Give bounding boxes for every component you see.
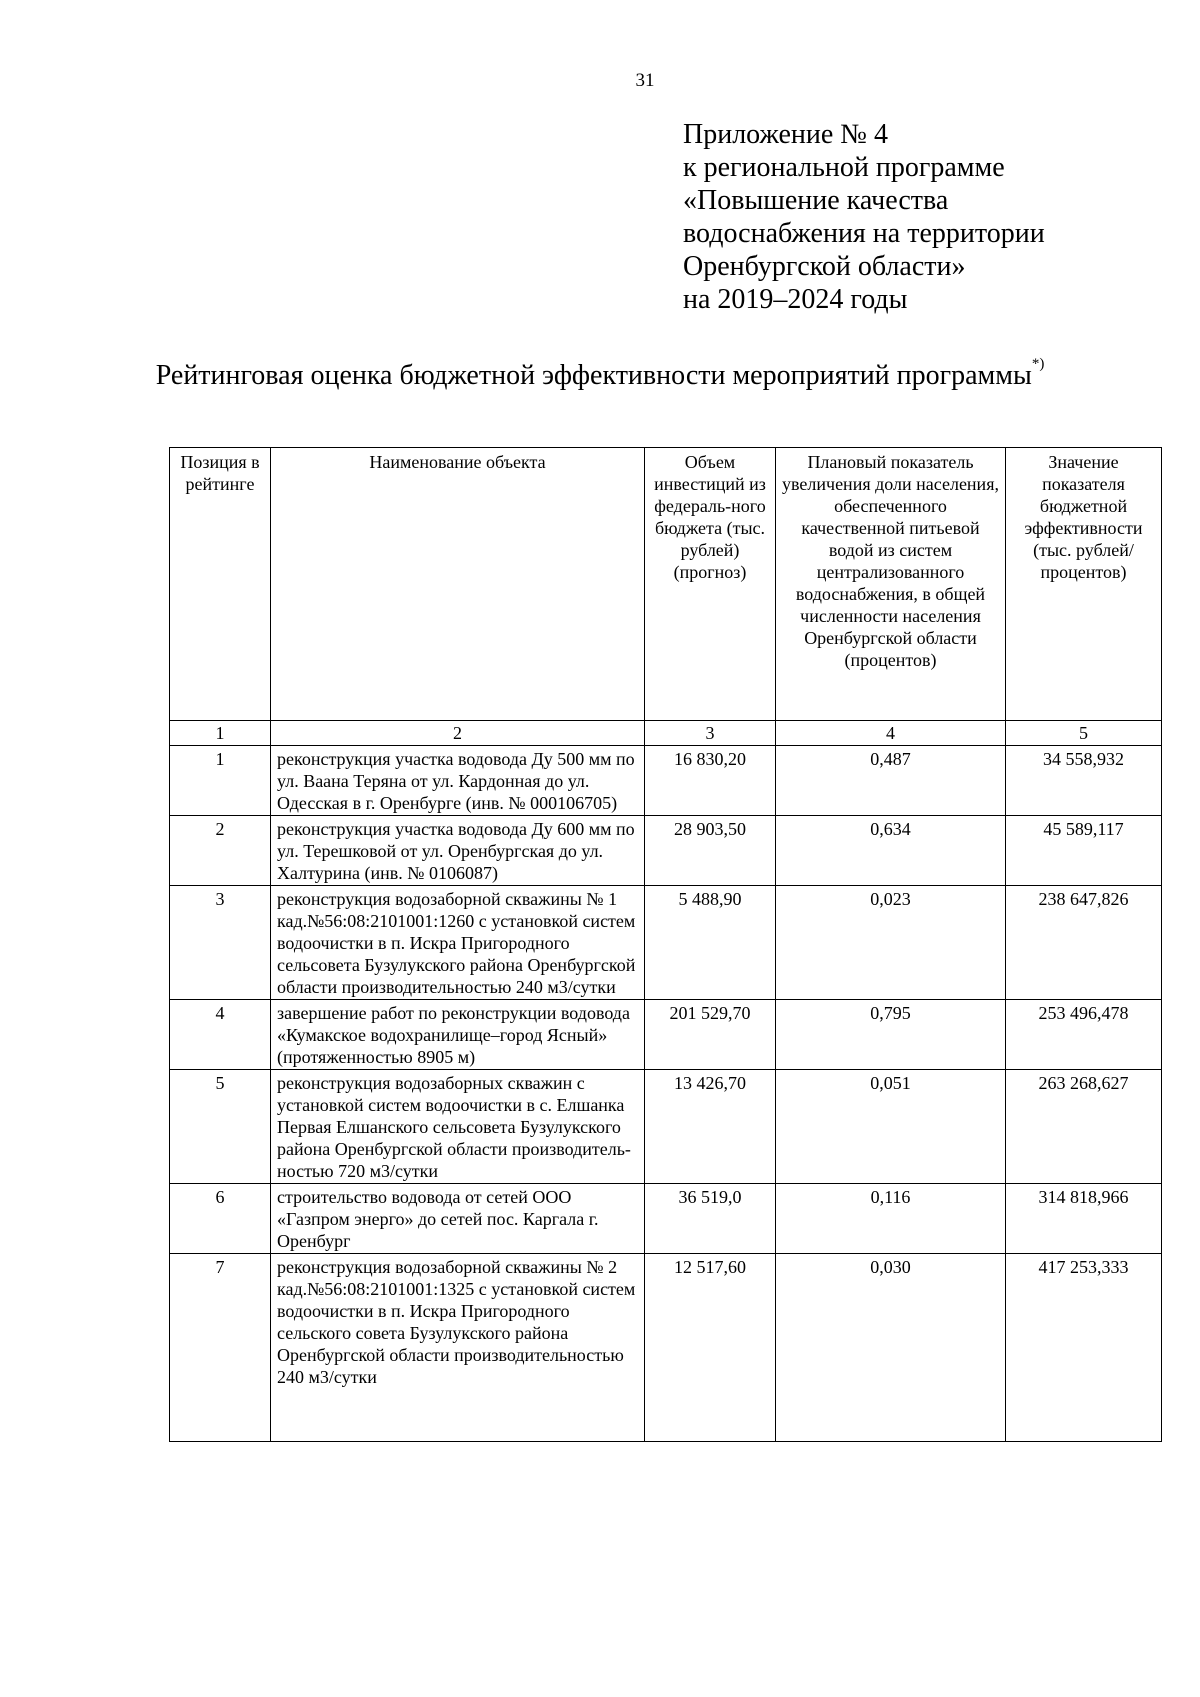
cell-investment: 12 517,60 xyxy=(645,1254,776,1442)
cell-position: 4 xyxy=(170,1000,271,1070)
document-title-text: Рейтинговая оценка бюджетной эффективности мероприятий программы xyxy=(155,360,1032,391)
cell-efficiency: 314 818,966 xyxy=(1006,1184,1162,1254)
cell-position: 6 xyxy=(170,1184,271,1254)
cell-indicator: 0,795 xyxy=(776,1000,1006,1070)
column-number: 3 xyxy=(645,721,776,746)
column-number: 5 xyxy=(1006,721,1162,746)
cell-indicator: 0,634 xyxy=(776,816,1006,886)
document-title xyxy=(0,355,1200,392)
column-number: 1 xyxy=(170,721,271,746)
cell-investment: 13 426,70 xyxy=(645,1070,776,1184)
cell-indicator: 0,023 xyxy=(776,886,1006,1000)
rating-table xyxy=(169,447,1162,1442)
cell-name: реконструкция водозаборной скважины № 1 кад.№56:08:2101001:1260 с установкой систем водоочистки в п. Искра Пригородного сельсовета Бузулукского района Оренбургской области производительностью 240 м3/сутки xyxy=(271,886,645,1000)
header-investment: Объем инвестиций из федераль-ного бюджета (тыс. рублей) (прогноз) xyxy=(645,448,776,721)
appendix-line: Оренбургской области» xyxy=(683,251,966,282)
header-name: Наименование объекта xyxy=(271,448,645,721)
header-efficiency: Значение показателя бюджетной эффективности (тыс. рублей/ процентов) xyxy=(1006,448,1162,721)
column-number: 4 xyxy=(776,721,1006,746)
cell-name: завершение работ по реконструкции водовода «Кумакское водохранилище–город Ясный» (протяженностью 8905 м) xyxy=(271,1000,645,1070)
cell-position: 3 xyxy=(170,886,271,1000)
cell-name: реконструкция водозаборной скважины № 2 кад.№56:08:2101001:1325 с установкой систем водоочистки в п. Искра Пригородного сельского совета Бузулукского района Оренбургской области производительностью 240 м3/сутки xyxy=(271,1254,645,1442)
cell-investment: 28 903,50 xyxy=(645,816,776,886)
appendix-line: «Повышение качества xyxy=(683,185,949,216)
appendix-line: на 2019–2024 годы xyxy=(683,284,908,315)
header-position: Позиция в рейтинге xyxy=(170,448,271,721)
cell-investment: 201 529,70 xyxy=(645,1000,776,1070)
cell-name: реконструкция участка водовода Ду 500 мм по ул. Ваана Теряна от ул. Кардонная до ул. Одесская в г. Оренбурге (инв. № 000106705) xyxy=(271,746,645,816)
cell-position: 1 xyxy=(170,746,271,816)
cell-position: 2 xyxy=(170,816,271,886)
cell-name: строительство водовода от сетей ООО «Газпром энерго» до сетей пос. Каргала г. Оренбург xyxy=(271,1184,645,1254)
cell-efficiency: 45 589,117 xyxy=(1006,816,1162,886)
cell-name: реконструкция участка водовода Ду 600 мм по ул. Терешковой от ул. Оренбургская до ул. Халтурина (инв. № 0106087) xyxy=(271,816,645,886)
table-header-row xyxy=(170,448,1162,721)
cell-efficiency: 238 647,826 xyxy=(1006,886,1162,1000)
table-row xyxy=(170,816,1162,886)
appendix-line: водоснабжения на территории xyxy=(683,218,1045,249)
header-indicator: Плановый показатель увеличения доли населения, обеспеченного качественной питьевой водой из систем централизованного водоснабжения, в общей численности населения Оренбургской области (процентов) xyxy=(776,448,1006,721)
page-number: 31 xyxy=(635,70,655,91)
footnote-mark: *) xyxy=(1031,355,1045,372)
table-row xyxy=(170,886,1162,1000)
cell-indicator: 0,030 xyxy=(776,1254,1006,1442)
cell-efficiency: 417 253,333 xyxy=(1006,1254,1162,1442)
cell-position: 5 xyxy=(170,1070,271,1184)
cell-indicator: 0,051 xyxy=(776,1070,1006,1184)
cell-indicator: 0,116 xyxy=(776,1184,1006,1254)
table-row xyxy=(170,746,1162,816)
cell-investment: 5 488,90 xyxy=(645,886,776,1000)
cell-efficiency: 34 558,932 xyxy=(1006,746,1162,816)
cell-position: 7 xyxy=(170,1254,271,1442)
column-number: 2 xyxy=(271,721,645,746)
cell-efficiency: 253 496,478 xyxy=(1006,1000,1162,1070)
table-row xyxy=(170,1070,1162,1184)
appendix-line: Приложение № 4 xyxy=(683,119,888,150)
column-number-row xyxy=(170,721,1162,746)
appendix-block xyxy=(683,118,1045,316)
cell-efficiency: 263 268,627 xyxy=(1006,1070,1162,1184)
table-row xyxy=(170,1254,1162,1442)
appendix-line: к региональной программе xyxy=(683,152,1005,183)
cell-name: реконструкция водозаборных скважин с установкой систем водоочистки в с. Елшанка Первая Елшанского сельсовета Бузулукского района Оренбургской области производитель-ностью 720 м3/сутки xyxy=(271,1070,645,1184)
cell-investment: 36 519,0 xyxy=(645,1184,776,1254)
cell-indicator: 0,487 xyxy=(776,746,1006,816)
cell-investment: 16 830,20 xyxy=(645,746,776,816)
table-row xyxy=(170,1184,1162,1254)
table-row xyxy=(170,1000,1162,1070)
